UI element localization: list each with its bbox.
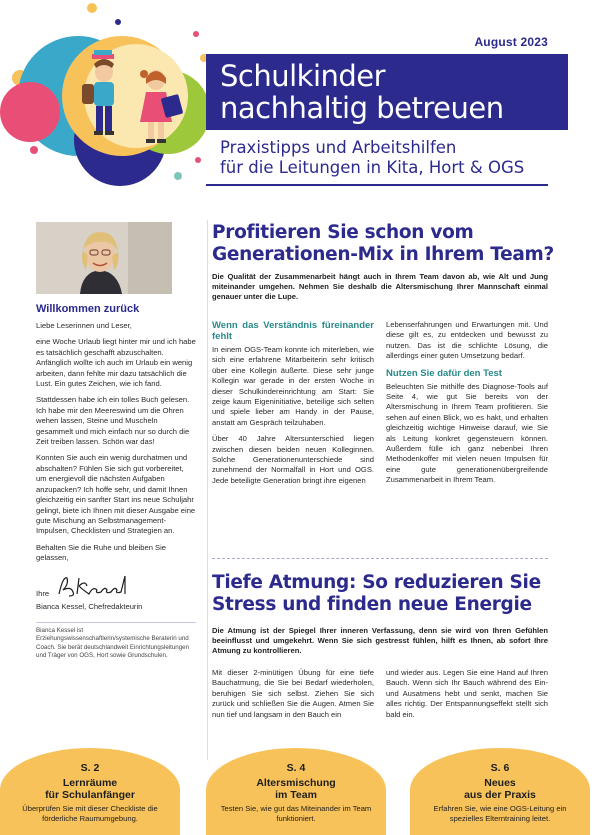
editorial-paragraph: Konnten Sie auch ein wenig durchatmen und abschalten? Fühlen Sie sich gut vorbereitet, um energievoll die nächsten Aufgaben anzupacken? Ich hoffe sehr, und damit Ihnen gleichzeitig ein sanfter Start ins neue Schuljahr gelingt, biete ich Ihnen mit dieser Ausgabe eine gute Mischung an Selbstmanagement-Impulsen, Checklisten und Strategien an.	[36, 453, 196, 536]
article2-paragraph: Mit dieser 2-minütigen Übung für eine tiefe Bauchatmung, die Sie bei Bedarf wiederholen, beruhigen Sie sich selbst. Ziehen Sie sich zurück und schließen Sie die Augen. Atmen Sie nun tief und langsam in den Bauch ein	[212, 668, 374, 719]
teaser-page-number: S. 6	[490, 762, 510, 774]
column-divider	[207, 220, 208, 760]
editorial-paragraph: Behalten Sie die Ruhe und bleiben Sie gelassen,	[36, 542, 167, 563]
signature-row	[36, 570, 196, 600]
article1-subhead-1: Wenn das Verständnis füreinander fehlt	[212, 320, 374, 342]
teaser-description: Testen Sie, wie gut das Miteinander im Team funktioniert.	[220, 804, 372, 823]
editorial-paragraph: eine Woche Urlaub liegt hinter mir und ich habe es tatsächlich geschafft abzuschalten. Anfänglich wollte ich auch im Urlaub ein wenig arbeiten, dann fehlte mir dazu tatsächlich die Lust. Ein gutes Zeichen, wie ich fand.	[36, 337, 196, 389]
article1-paragraph: Beleuchten Sie mithilfe des Diagnose-Tools auf Seite 4, wie gut Sie bereits von der Altersmischung in Ihrem Team profitieren. Sie sehen auf einen Blick, wo es hakt, und erhalten gleichzeitig wichtige Hinweise darauf, wie Sie als Leitung konkret gegensteuern können. Außerdem fülle ich ganz nebenbei Ihren Methodenkoffer mit vielen neuen Impulsen für eine gute generationenübergreifende Zusammenarbeit in Ihrem Team.	[386, 381, 548, 485]
editor-portrait-icon	[36, 222, 172, 294]
article1-lead: Die Qualität der Zusammenarbeit hängt auch in Ihrem Team davon ab, wie Alt und Jung miteinander umgehen. Nehmen Sie deshalb die Altersmischung Ihrer Mannschaft einmal genauer unter die Lupe.	[212, 272, 548, 301]
editorial-divider	[36, 622, 196, 623]
teaser-description: Überprüfen Sie mit dieser Checkliste die förderliche Raumumgebung.	[22, 804, 158, 823]
title-line-2: nachhaltig betreuen	[220, 91, 504, 125]
publication-subtitle	[220, 138, 524, 178]
editorial-title: Willkommen zurück	[36, 303, 140, 315]
article1-title-line-2: Generationen-Mix in Ihrem Team?	[212, 244, 554, 265]
article-divider	[212, 558, 548, 559]
teaser-title	[0, 777, 180, 801]
subtitle-line-2: für die Leitungen in Kita, Hort & OGS	[220, 158, 525, 177]
article1-paragraph: In einem OGS-Team konnte ich miterleben, wie sich eine erfahrene Mitarbeiterin sehr kritisch über eine Kollegin äußerte. Diese sehr junge Kollegin war gerade in der ersten Woche in dieser Schulkindereinrichtung am Start: Sie zeige kaum Eigeninitiative, beteilige sich selten und spiele lieber am Handy in der Pause, anstatt am Gespräch teilzuhaben.	[212, 345, 374, 427]
teaser-page-number: S. 4	[286, 762, 306, 774]
article1-column-left	[212, 320, 374, 492]
editorial-paragraph: Stattdessen habe ich ein tolles Buch gelesen. Ich habe mir den Meereswind um die Ohren wehen lassen, Steine und Muscheln gesammelt und mich einfach nur so durch die Zeit treiben lassen. Schön war das!	[36, 395, 190, 447]
masthead	[0, 0, 592, 196]
teaser-title-line-2: für Schulanfänger	[45, 789, 135, 801]
teaser-title	[410, 777, 590, 801]
article2-title	[212, 572, 541, 616]
publication-title	[206, 54, 568, 130]
teaser-title-line-2: aus der Praxis	[464, 789, 536, 801]
teaser-title-line-1: Neues	[484, 777, 516, 789]
editorial-column	[36, 222, 196, 661]
article1-column-right	[386, 320, 548, 492]
article2-lead: Die Atmung ist der Spiegel Ihrer inneren Verfassung, denn sie wird von Ihren Gefühlen beeinflusst und umgekehrt. Wenn Sie sich gestresst fühlen, hilft es Ihnen, ab sofort Ihre Atmung zu kontrollieren.	[212, 626, 548, 655]
editorial-text	[36, 321, 196, 612]
title-line-1: Schulkinder	[220, 59, 386, 93]
article1-title	[212, 222, 554, 266]
teaser-page-4[interactable]	[206, 748, 386, 835]
article1-paragraph: Lebenserfahrungen und Erwartungen mit. Und diese gilt es, zu entdecken und bewusst zu nutzen. Das ist die schlichte Lösung, die allerdings einer guten Umsetzung bedarf.	[386, 320, 548, 361]
article2-paragraph: und wieder aus. Legen Sie eine Hand auf Ihren Bauch. Wenn sich Ihr Bauch während des Ein- und Ausatmens hebt und senkt, machen Sie alles richtig. Der Entspannungseffekt stellt sich bald ein.	[386, 668, 548, 719]
teaser-page-2[interactable]	[0, 748, 180, 835]
article2-title-line-2: Stress und finden neue Energie	[212, 594, 532, 615]
article1-subhead-2: Nutzen Sie dafür den Test	[386, 367, 502, 379]
editor-name: Bianca Kessel, Chefredakteurin	[36, 601, 143, 611]
signature-label: Ihre	[36, 589, 50, 599]
article2-column-left	[212, 668, 374, 726]
article2-column-right	[386, 668, 548, 726]
handwritten-signature-icon	[55, 572, 135, 600]
editor-photo	[36, 222, 172, 294]
editorial-greeting: Liebe Leserinnen und Leser,	[36, 321, 132, 330]
teaser-description: Erfahren Sie, wie eine OGS-Leitung ein spezielles Elterntraining leitet.	[433, 804, 567, 823]
editor-bio: Bianca Kessel ist Erziehungswissenschaftlerin/systemische Beraterin und Coach. Sie berät deutschlandweit Einrichtungsleitungen und Träger von OGS, Hort sowie Grundschulen.	[36, 626, 190, 660]
teaser-page-6[interactable]	[410, 748, 590, 835]
article1-paragraph: Über 40 Jahre Altersunterschied liegen zwischen diesen beiden neuen Kolleginnen. Solche Generationenunterschiede sind zunehmend der Normalfall in Hort und OGS. Jede beteiligte Generation bringt ihre eigenen	[212, 434, 374, 485]
article2-title-line-1: Tiefe Atmung: So reduzieren Sie	[212, 572, 541, 593]
teaser-title	[206, 777, 386, 801]
teaser-title-line-2: im Team	[275, 789, 317, 801]
issue-date: August 2023	[474, 35, 548, 49]
article1-title-line-1: Profitieren Sie schon vom	[212, 222, 474, 243]
subtitle-line-1: Praxistipps und Arbeitshilfen	[220, 138, 457, 157]
teaser-page-number: S. 2	[80, 762, 100, 774]
teaser-title-line-1: Altersmischung	[256, 777, 336, 789]
teaser-title-line-1: Lernräume	[62, 777, 118, 789]
header-divider	[206, 184, 548, 186]
